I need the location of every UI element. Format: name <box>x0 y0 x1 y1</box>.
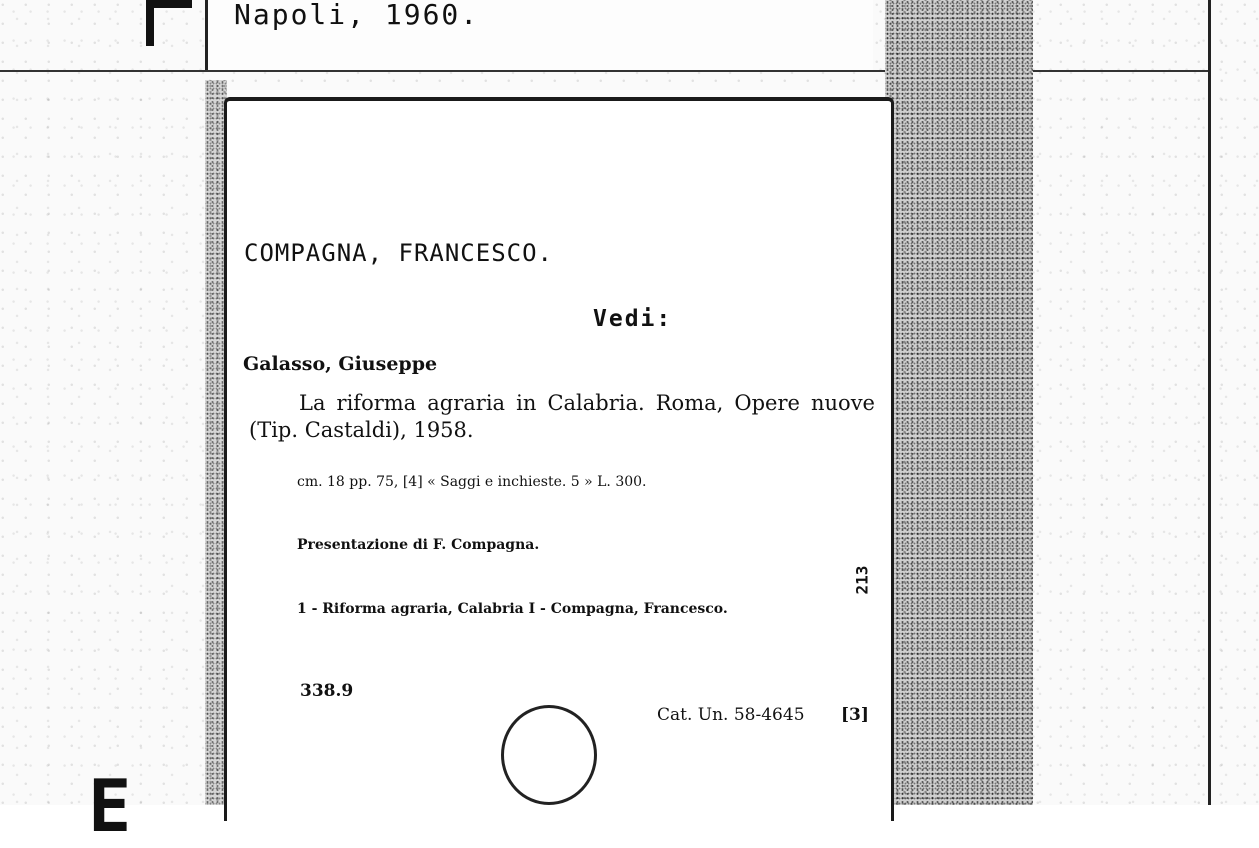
card-note: Presentazione di F. Compagna. <box>297 537 540 553</box>
margin-letter-top-bar <box>146 0 192 8</box>
card-number: Cat. Un. 58-4645 <box>657 705 805 725</box>
subject-tracing: 1 - Riforma agraria, Calabria I - Compagna, Francesco. <box>297 601 728 617</box>
see-reference-label: Vedi: <box>593 306 673 332</box>
previous-card-imprint: Napoli, 1960. <box>234 0 480 31</box>
previous-catalog-card <box>205 0 873 72</box>
collation-line: cm. 18 pp. 75, [4] « Saggi e inchieste. 5 » L. 300. <box>297 474 647 490</box>
side-number: 213 <box>852 565 872 595</box>
classification-number: 338.9 <box>300 681 354 701</box>
tape-strip-right <box>885 0 1033 805</box>
card-sequence: [3] <box>841 705 869 725</box>
author-name: Galasso, Giuseppe <box>243 353 438 375</box>
catalog-card <box>224 97 894 821</box>
card-heading: COMPAGNA, FRANCESCO. <box>244 239 553 267</box>
book-title: La riforma agraria in Calabria. Roma, Opere nuove (Tip. Castaldi), 1958. <box>249 391 875 442</box>
card-rod-hole <box>501 705 597 805</box>
next-card-edge <box>1208 0 1211 805</box>
margin-letter-bottom: E <box>88 764 132 848</box>
